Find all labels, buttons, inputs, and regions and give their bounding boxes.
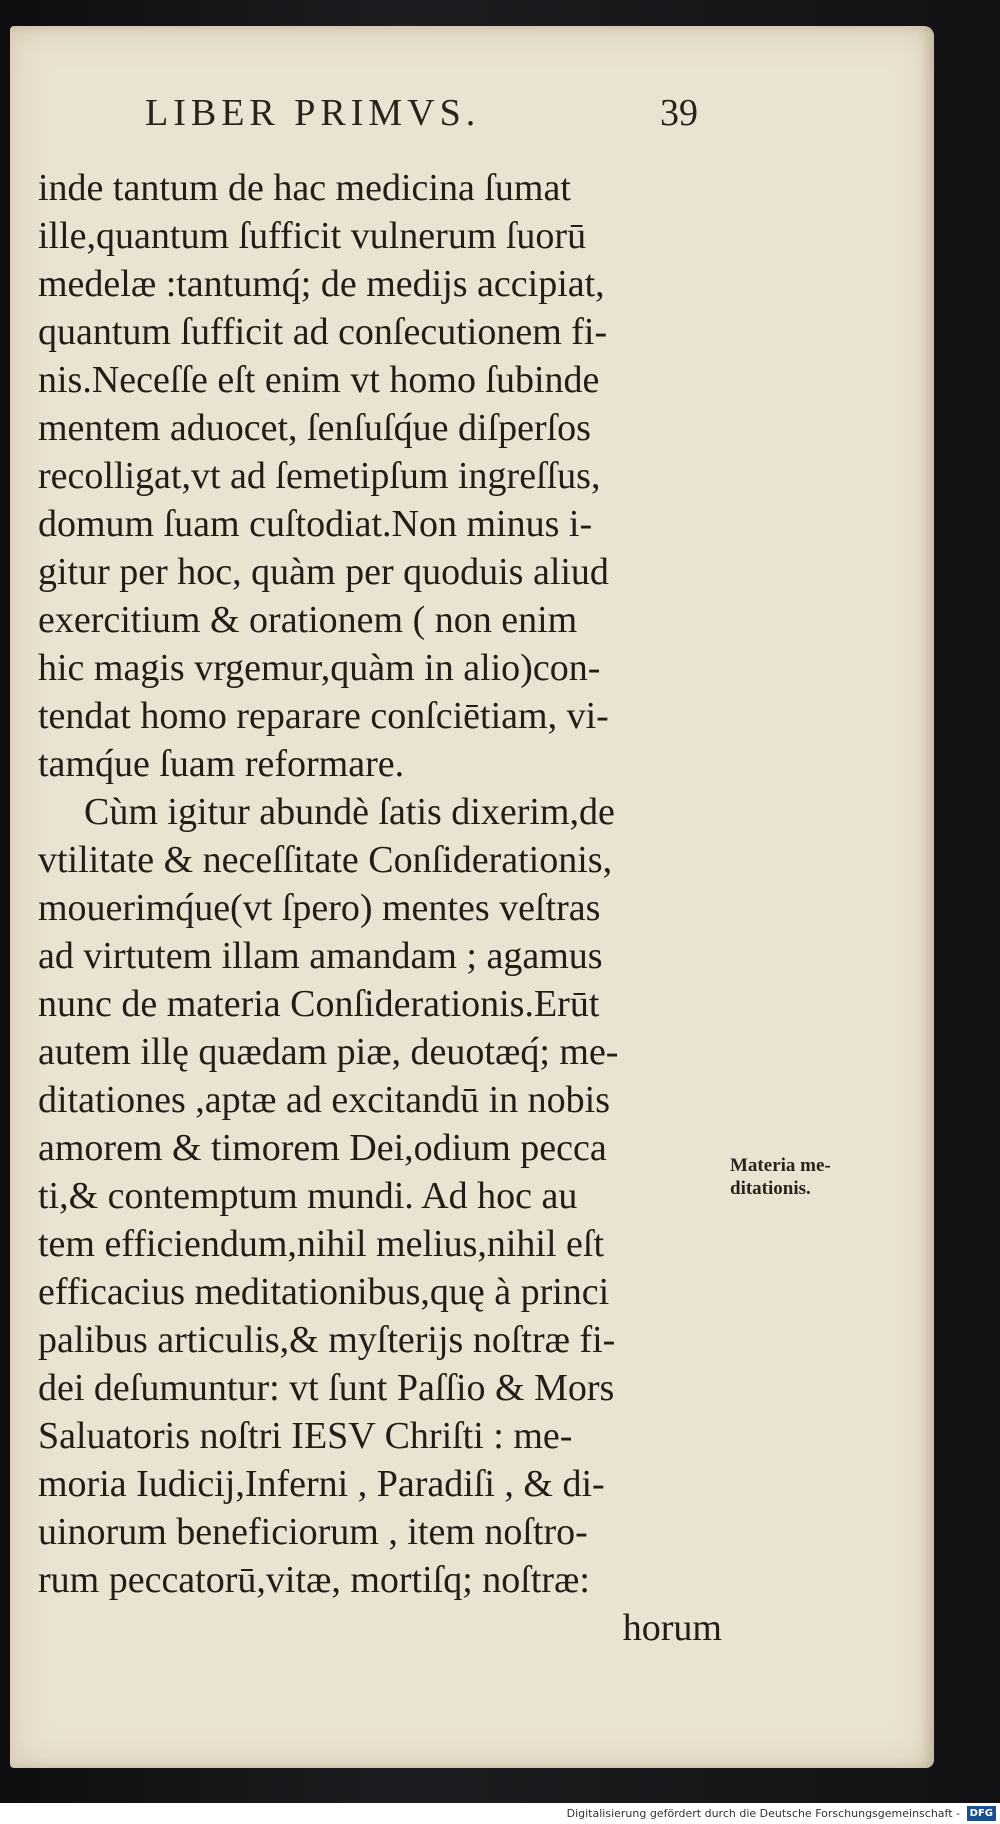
text-line: mentem aduocet, ſenſuſq́ue diſperſos bbox=[38, 407, 591, 449]
text-line: Saluatoris noſtri IESV Chriſti : me- bbox=[38, 1415, 573, 1457]
margin-note: Materia me-ditationis. bbox=[730, 1155, 831, 1199]
text-line: moria Iudicij,Inferni , Paradiſi , & di- bbox=[38, 1463, 605, 1505]
text-line: amorem & timorem Dei,odium pecca bbox=[38, 1127, 607, 1169]
running-head bbox=[10, 91, 934, 151]
text-line: palibus articulis,& myſterijs noſtræ fi- bbox=[38, 1319, 616, 1361]
text-line: tamq́ue ſuam reformare. bbox=[38, 743, 405, 785]
book-page bbox=[10, 26, 934, 1768]
paragraph-start-line: Cùm igitur abundè ſatis dixerim,de bbox=[84, 791, 615, 833]
text-line: hic magis vrgemur,quàm in alio)con- bbox=[38, 647, 601, 689]
text-line: dei deſumuntur: vt ſunt Paſſio & Mors bbox=[38, 1367, 615, 1409]
text-line: tem efficiendum,nihil melius,nihil eſt bbox=[38, 1223, 605, 1265]
running-head-title: LIBER PRIMVS. bbox=[145, 92, 481, 134]
text-line: domum ſuam cuſtodiat.Non minus i- bbox=[38, 503, 593, 545]
text-line: vtilitate & neceſſitate Conſiderationis, bbox=[38, 839, 613, 881]
text-line: medelæ :tantumq́; de medijs accipiat, bbox=[38, 263, 605, 305]
text-line: uinorum beneficiorum , item noſtro- bbox=[38, 1511, 588, 1553]
text-line: mouerimq́ue(vt ſpero) mentes veſtras bbox=[38, 887, 601, 929]
text-line: quantum ſufficit ad conſecutionem fi- bbox=[38, 311, 608, 353]
text-line: ille,quantum ſufficit vulnerum ſuorū bbox=[38, 215, 587, 257]
text-line: tendat homo reparare conſciētiam, vi- bbox=[38, 695, 609, 737]
body-text bbox=[38, 164, 728, 1652]
catchword: horum bbox=[622, 1607, 722, 1649]
dfg-logo: DFG bbox=[967, 1806, 996, 1821]
text-line: nunc de materia Conſiderationis.Erūt bbox=[38, 983, 600, 1025]
text-line: recolligat,vt ad ſemetipſum ingreſſus, bbox=[38, 455, 601, 497]
text-line: autem illę quædam piæ, deuotæq́; me- bbox=[38, 1031, 619, 1073]
text-line: gitur per hoc, quàm per quoduis aliud bbox=[38, 551, 609, 593]
text-line: ditationes ,aptæ ad excitandū in nobis bbox=[38, 1079, 611, 1121]
digitization-credit-bar bbox=[0, 1803, 1000, 1824]
text-line: rum peccatorū,vitæ, mortiſq; noſtræ: bbox=[38, 1559, 590, 1601]
text-line: ad virtutem illam amandam ; agamus bbox=[38, 935, 603, 977]
text-line: inde tantum de hac medicina ſumat bbox=[38, 167, 571, 209]
text-line: efficacius meditationibus,quę à princi bbox=[38, 1271, 610, 1313]
text-line: nis.Neceſſe eſt enim vt homo ſubinde bbox=[38, 359, 600, 401]
funding-credit-text: Digitalisierung gefördert durch die Deutsche Forschungsgemeinschaft - bbox=[566, 1807, 960, 1820]
text-line: ti,& contemptum mundi. Ad hoc au bbox=[38, 1175, 578, 1217]
page-number: 39 bbox=[660, 92, 698, 134]
text-line: exercitium & orationem ( non enim bbox=[38, 599, 578, 641]
